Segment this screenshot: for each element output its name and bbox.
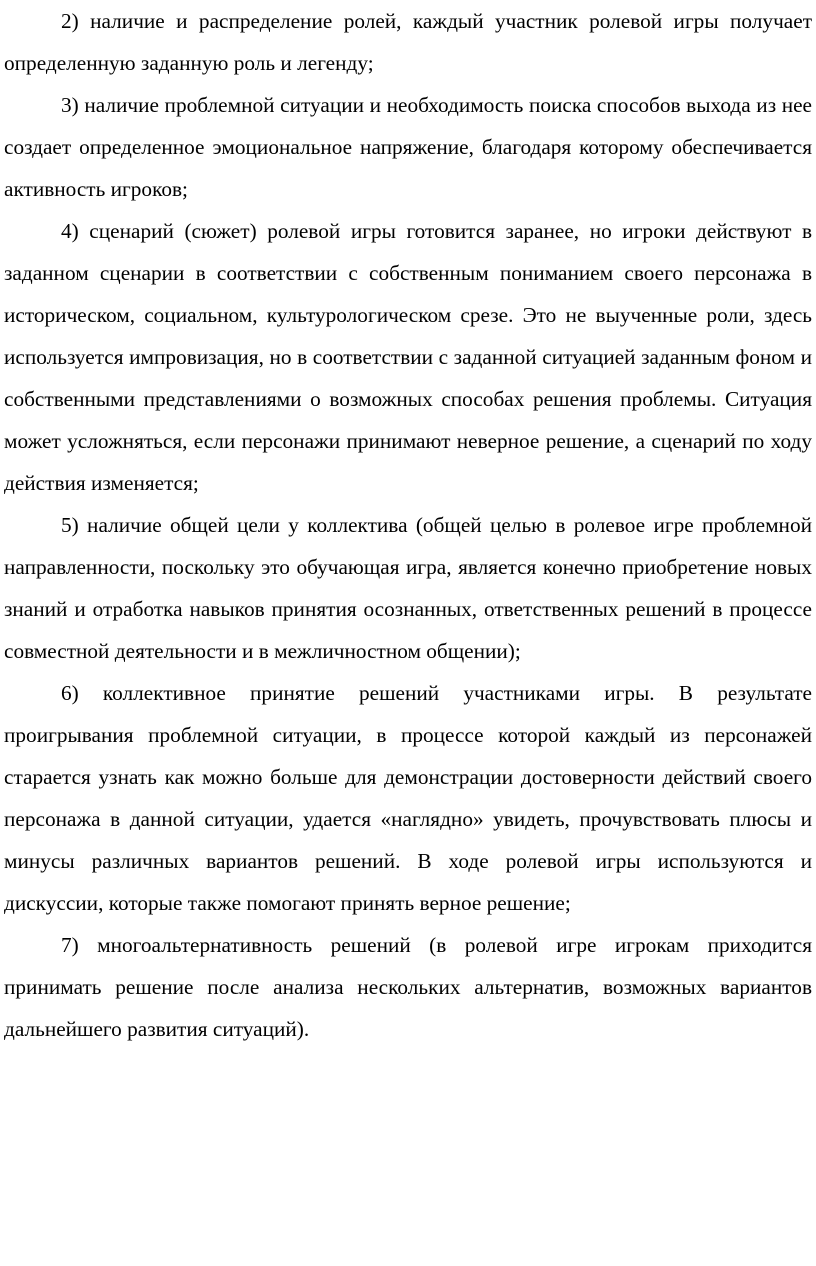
paragraph-item-3: 3) наличие проблемной ситуации и необходимость поиска способов выхода из нее создает определенное эмоциональное напряжение, благодаря которому обеспечивается активность игроков; [4,93,812,201]
paragraph-item-6: 6) коллективное принятие решений участниками игры. В результате проигрывания проблемной ситуации, в процессе которой каждый из персонажей старается узнать как можно больше для демонстрации достоверности действий своего персонажа в данной ситуации, удается «наглядно» увидеть, прочувствовать плюсы и минусы различных вариантов решений. В ходе ролевой игры используются и дискуссии, которые также помогают принять верное решение; [4,681,812,915]
paragraph-item-2: 2) наличие и распределение ролей, каждый участник ролевой игры получает определенную заданную роль и легенду; [4,9,812,75]
paragraph-item-7: 7) многоальтернативность решений (в ролевой игре игрокам приходится принимать решение после анализа нескольких альтернатив, возможных вариантов дальнейшего развития ситуаций). [4,933,812,1041]
document-body [4,0,812,1050]
paragraph-item-4: 4) сценарий (сюжет) ролевой игры готовится заранее, но игроки действуют в заданном сценарии в соответствии с собственным пониманием своего персонажа в историческом, социальном, культурологическом срезе. Это не выученные роли, здесь используется импровизация, но в соответствии с заданной ситуацией заданным фоном и собственными представлениями о возможных способах решения проблемы. Ситуация может усложняться, если персонажи принимают неверное решение, а сценарий по ходу действия изменяется; [4,219,812,495]
paragraph-item-5: 5) наличие общей цели у коллектива (общей целью в ролевое игре проблемной направленности, поскольку это обучающая игра, является конечно приобретение новых знаний и отработка навыков принятия осознанных, ответственных решений в процессе совместной деятельности и в межличностном общении); [4,513,812,663]
